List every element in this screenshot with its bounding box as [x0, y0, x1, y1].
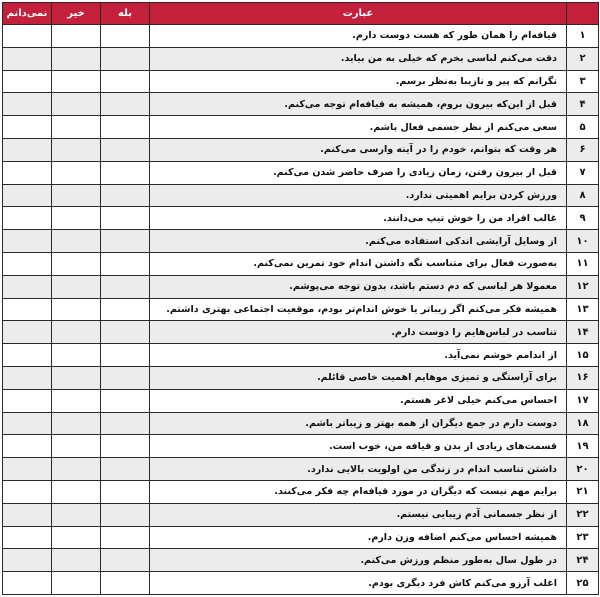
answer-dont-know-cell[interactable] [3, 503, 52, 526]
answer-dont-know-cell[interactable] [3, 116, 52, 139]
row-number: ۱۵ [567, 344, 599, 367]
answer-no-cell[interactable] [52, 25, 101, 48]
answer-yes-cell[interactable] [101, 389, 150, 412]
row-statement: قبل از این‌که بیرون بروم، همیشه به قیافه‌ام توجه می‌کنم. [150, 93, 567, 116]
answer-yes-cell[interactable] [101, 412, 150, 435]
row-number: ۲ [567, 47, 599, 70]
row-statement: از نظر جسمانی آدم زیبایی نیستم. [150, 503, 567, 526]
answer-no-cell[interactable] [52, 184, 101, 207]
answer-no-cell[interactable] [52, 230, 101, 253]
table-row [3, 138, 599, 161]
answer-no-cell[interactable] [52, 435, 101, 458]
table-body [3, 25, 599, 595]
answer-dont-know-cell[interactable] [3, 480, 52, 503]
table-row [3, 366, 599, 389]
answer-no-cell[interactable] [52, 412, 101, 435]
row-number: ۲۱ [567, 480, 599, 503]
answer-dont-know-cell[interactable] [3, 207, 52, 230]
answer-yes-cell[interactable] [101, 572, 150, 595]
answer-yes-cell[interactable] [101, 435, 150, 458]
table-row [3, 207, 599, 230]
answer-no-cell[interactable] [52, 366, 101, 389]
row-statement: قسمت‌های زیادی از بدن و قیافه من، خوب است. [150, 435, 567, 458]
row-number: ۱۷ [567, 389, 599, 412]
answer-yes-cell[interactable] [101, 184, 150, 207]
row-number: ۱۲ [567, 275, 599, 298]
row-number: ۱۹ [567, 435, 599, 458]
row-statement: قیافه‌ام را همان طور که هست دوست دارم. [150, 25, 567, 48]
table-row [3, 321, 599, 344]
answer-yes-cell[interactable] [101, 480, 150, 503]
row-statement: نگرانم که پیر و نازیبا به‌نظر برسم. [150, 70, 567, 93]
row-number: ۱۳ [567, 298, 599, 321]
answer-yes-cell[interactable] [101, 275, 150, 298]
answer-yes-cell[interactable] [101, 70, 150, 93]
answer-yes-cell[interactable] [101, 321, 150, 344]
row-statement: از وسایل آرایشی اندکی استفاده می‌کنم. [150, 230, 567, 253]
row-statement: برای آراستگی و تمیزی موهایم اهمیت خاصی قائلم. [150, 366, 567, 389]
row-statement: دقت می‌کنم لباسی بخرم که خیلی به من بیاید. [150, 47, 567, 70]
answer-no-cell[interactable] [52, 298, 101, 321]
table-row [3, 275, 599, 298]
table-row [3, 480, 599, 503]
row-number: ۷ [567, 161, 599, 184]
row-statement: معمولا هر لباسی که دم دستم باشد، بدون توجه می‌پوشم. [150, 275, 567, 298]
row-number: ۱ [567, 25, 599, 48]
answer-dont-know-cell[interactable] [3, 412, 52, 435]
row-number: ۲۳ [567, 526, 599, 549]
row-statement: همیشه احساس می‌کنم اضافه وزن دارم. [150, 526, 567, 549]
answer-dont-know-cell[interactable] [3, 70, 52, 93]
row-statement: هر وقت که بتوانم، خودم را در آینه وارسی می‌کنم. [150, 138, 567, 161]
answer-dont-know-cell[interactable] [3, 138, 52, 161]
row-statement: همیشه فکر می‌کنم اگر زیباتر یا خوش اندام‌تر بودم، موقعیت اجتماعی بهتری داشتم. [150, 298, 567, 321]
table-row [3, 549, 599, 572]
row-number: ۸ [567, 184, 599, 207]
answer-yes-cell[interactable] [101, 230, 150, 253]
answer-yes-cell[interactable] [101, 298, 150, 321]
answer-yes-cell[interactable] [101, 344, 150, 367]
row-statement: به‌صورت فعال برای متناسب نگه داشتن اندام خود تمرین نمی‌کنم. [150, 252, 567, 275]
row-statement: سعی می‌کنم از نظر جسمی فعال باشم. [150, 116, 567, 139]
answer-dont-know-cell[interactable] [3, 389, 52, 412]
answer-dont-know-cell[interactable] [3, 161, 52, 184]
table-row [3, 25, 599, 48]
row-statement: دوست دارم در جمع دیگران از همه بهتر و زیباتر باشم. [150, 412, 567, 435]
row-number: ۲۵ [567, 572, 599, 595]
header-row [3, 3, 599, 25]
answer-no-cell[interactable] [52, 252, 101, 275]
answer-yes-cell[interactable] [101, 116, 150, 139]
answer-no-cell[interactable] [52, 458, 101, 481]
answer-yes-cell[interactable] [101, 93, 150, 116]
answer-no-cell[interactable] [52, 549, 101, 572]
questionnaire [2, 2, 597, 595]
row-number: ۳ [567, 70, 599, 93]
answer-no-cell[interactable] [52, 321, 101, 344]
answer-dont-know-cell[interactable] [3, 252, 52, 275]
row-number: ۲۴ [567, 549, 599, 572]
answer-yes-cell[interactable] [101, 458, 150, 481]
answer-no-cell[interactable] [52, 344, 101, 367]
answer-no-cell[interactable] [52, 275, 101, 298]
table-row [3, 412, 599, 435]
answer-yes-cell[interactable] [101, 526, 150, 549]
answer-dont-know-cell[interactable] [3, 458, 52, 481]
answer-dont-know-cell[interactable] [3, 25, 52, 48]
answer-yes-cell[interactable] [101, 366, 150, 389]
answer-no-cell[interactable] [52, 70, 101, 93]
answer-dont-know-cell[interactable] [3, 435, 52, 458]
row-number: ۵ [567, 116, 599, 139]
answer-no-cell[interactable] [52, 572, 101, 595]
answer-no-cell[interactable] [52, 161, 101, 184]
answer-dont-know-cell[interactable] [3, 47, 52, 70]
answer-dont-know-cell[interactable] [3, 549, 52, 572]
answer-yes-cell[interactable] [101, 207, 150, 230]
header-statement: عبارت [150, 3, 567, 25]
answer-no-cell[interactable] [52, 116, 101, 139]
questionnaire-table [2, 2, 599, 595]
header-number [567, 3, 599, 25]
table-row [3, 344, 599, 367]
answer-no-cell[interactable] [52, 526, 101, 549]
answer-dont-know-cell[interactable] [3, 298, 52, 321]
row-statement: در طول سال به‌طور منظم ورزش می‌کنم. [150, 549, 567, 572]
answer-dont-know-cell[interactable] [3, 275, 52, 298]
answer-no-cell[interactable] [52, 389, 101, 412]
table-row [3, 161, 599, 184]
answer-yes-cell[interactable] [101, 25, 150, 48]
answer-dont-know-cell[interactable] [3, 366, 52, 389]
answer-no-cell[interactable] [52, 93, 101, 116]
row-number: ۱۶ [567, 366, 599, 389]
table-row [3, 526, 599, 549]
answer-dont-know-cell[interactable] [3, 321, 52, 344]
answer-dont-know-cell[interactable] [3, 572, 52, 595]
answer-dont-know-cell[interactable] [3, 230, 52, 253]
answer-yes-cell[interactable] [101, 47, 150, 70]
answer-no-cell[interactable] [52, 207, 101, 230]
row-statement: داشتن تناسب اندام در زندگی من اولویت بالایی ندارد. [150, 458, 567, 481]
table-row [3, 458, 599, 481]
row-statement: ورزش کردن برایم اهمیتی ندارد. [150, 184, 567, 207]
answer-dont-know-cell[interactable] [3, 184, 52, 207]
header-yes: بله [101, 3, 150, 25]
header-no: خیر [52, 3, 101, 25]
row-number: ۱۱ [567, 252, 599, 275]
row-statement: از اندامم خوشم نمی‌آید. [150, 344, 567, 367]
answer-dont-know-cell[interactable] [3, 526, 52, 549]
table-row [3, 93, 599, 116]
row-number: ۱۴ [567, 321, 599, 344]
answer-no-cell[interactable] [52, 480, 101, 503]
answer-yes-cell[interactable] [101, 252, 150, 275]
table-row [3, 252, 599, 275]
answer-yes-cell[interactable] [101, 503, 150, 526]
answer-yes-cell[interactable] [101, 549, 150, 572]
answer-yes-cell[interactable] [101, 161, 150, 184]
table-row [3, 298, 599, 321]
row-number: ۹ [567, 207, 599, 230]
table-row [3, 70, 599, 93]
table-row [3, 184, 599, 207]
table-row [3, 389, 599, 412]
header-dont-know: نمی‌دانم [3, 3, 52, 25]
row-number: ۶ [567, 138, 599, 161]
row-number: ۲۲ [567, 503, 599, 526]
answer-no-cell[interactable] [52, 503, 101, 526]
answer-dont-know-cell[interactable] [3, 344, 52, 367]
row-statement: غالب افراد من را خوش تیپ می‌دانند. [150, 207, 567, 230]
row-number: ۱۸ [567, 412, 599, 435]
answer-dont-know-cell[interactable] [3, 93, 52, 116]
row-statement: تناسب در لباس‌هایم را دوست دارم. [150, 321, 567, 344]
row-number: ۲۰ [567, 458, 599, 481]
table-row [3, 572, 599, 595]
table-row [3, 47, 599, 70]
row-statement: احساس می‌کنم خیلی لاغر هستم. [150, 389, 567, 412]
row-number: ۴ [567, 93, 599, 116]
table-row [3, 230, 599, 253]
table-row [3, 116, 599, 139]
table-row [3, 503, 599, 526]
answer-no-cell[interactable] [52, 47, 101, 70]
row-statement: اغلب آرزو می‌کنم کاش فرد دیگری بودم. [150, 572, 567, 595]
row-statement: قبل از بیرون رفتن، زمان زیادی را صرف حاضر شدن می‌کنم. [150, 161, 567, 184]
row-statement: برایم مهم نیست که دیگران در مورد قیافه‌ام چه فکر می‌کنند. [150, 480, 567, 503]
row-number: ۱۰ [567, 230, 599, 253]
answer-yes-cell[interactable] [101, 138, 150, 161]
table-row [3, 435, 599, 458]
answer-no-cell[interactable] [52, 138, 101, 161]
